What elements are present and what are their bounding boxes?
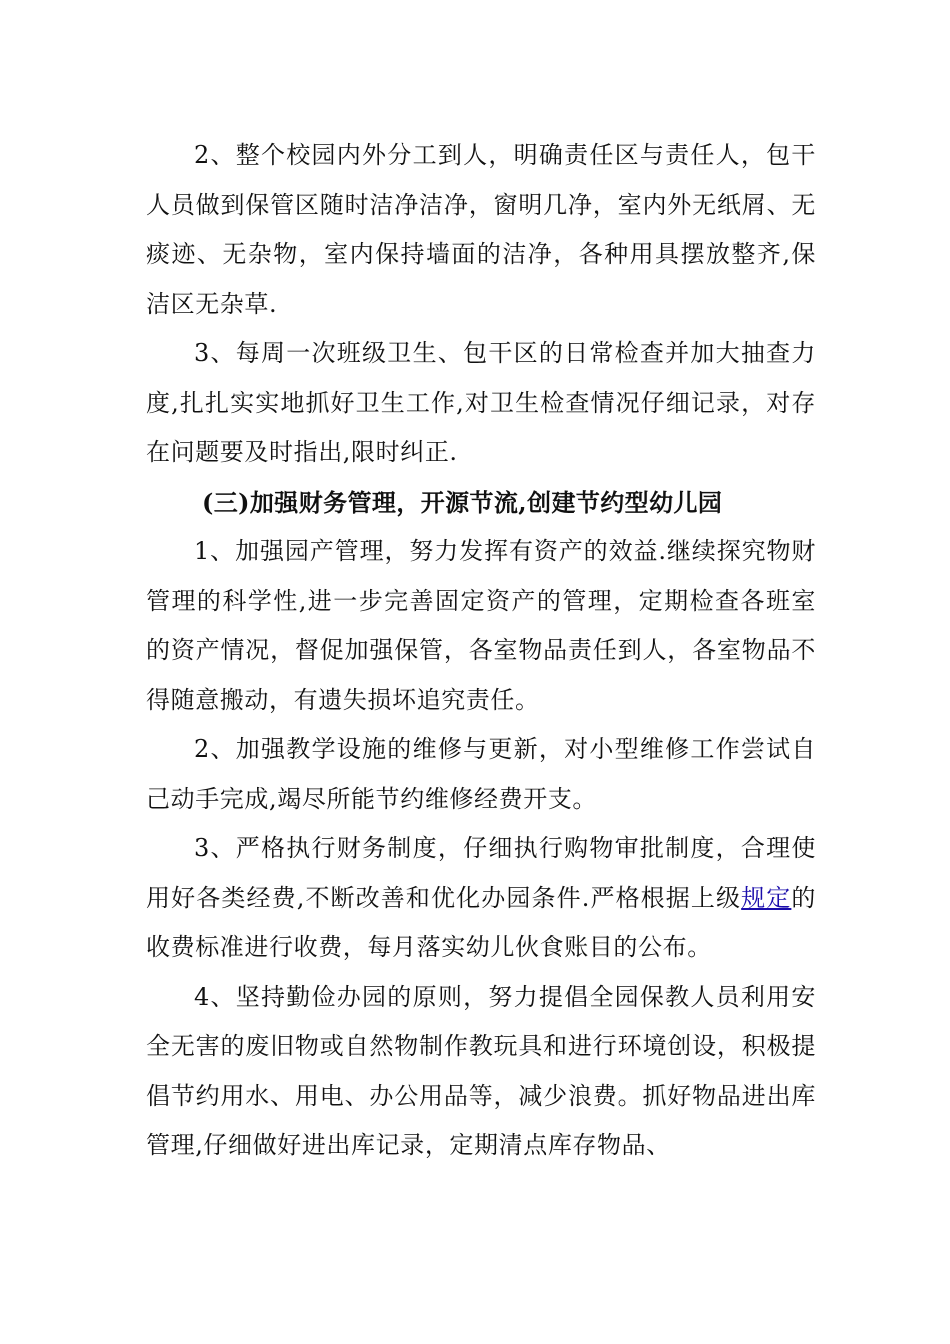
paragraph-facility-maintenance: 2、加强教学设施的维修与更新，对小型维修工作尝试自己动手完成,竭尽所能节约维修经费开支。 [146,735,816,813]
document-body [146,131,816,1171]
paragraph-finance-rules [146,824,816,973]
paragraph-thrift: 4、坚持勤俭办园的原则，努力提倡全园保教人员利用安全无害的废旧物或自然物制作教玩具和进行环境创设，积极提倡节约用水、用电、办公用品等，减少浪费。抓好物品进出库管理,仔细做好进出库记录，定期清点库存物品、 [146,982,816,1159]
paragraph-asset-management: 1、加强园产管理，努力发挥有资产的效益.继续探究物财管理的科学性,进一步完善固定资产的管理，定期检查各班室的资产情况，督促加强保管，各室物品责任到人，各室物品不得随意搬动，有遗失损坏追究责任。 [146,537,816,714]
section-heading-finance: (三)加强财务管理，开源节流,创建节约型幼儿园 [202,487,723,517]
regulation-link[interactable]: 规定 [741,883,792,912]
finance-rules-text-after: 的收费标准进行收费，每月落实幼儿伙食账目的公布。 [146,883,816,961]
paragraph-campus-cleaning: 2、整个校园内外分工到人，明确责任区与责任人，包干人员做到保管区随时洁净洁净，窗明几净，室内外无纸屑、无痰迹、无杂物，室内保持墙面的洁净，各种用具摆放整齐,保洁区无杂草. [146,141,816,318]
finance-rules-text-before: 3、严格执行财务制度，仔细执行购物审批制度，合理使用好各类经费,不断改善和优化办园条件.严格根据上级 [146,834,816,912]
paragraph-weekly-inspection: 3、每周一次班级卫生、包干区的日常检查并加大抽查力度,扎扎实实地抓好卫生工作,对卫生检查情况仔细记录，对存在问题要及时指出,限时纠正. [146,339,816,466]
